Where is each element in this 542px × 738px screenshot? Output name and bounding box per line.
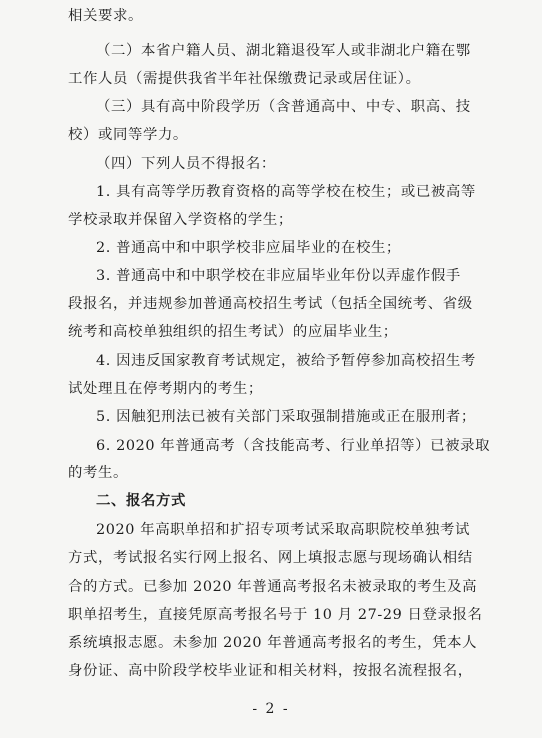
text-line: 6. 2020 年普通高考（含技能高考、行业单招等）已被录取 bbox=[96, 438, 491, 454]
text-line: 方式，考试报名实行网上报名、网上填报志愿与现场确认相结 bbox=[68, 550, 473, 566]
text-line: （二）本省户籍人员、湖北籍退役军人或非湖北户籍在鄂 bbox=[96, 43, 471, 59]
text-line: 2020 年高职单招和扩招专项考试采取高职院校单独考试 bbox=[96, 522, 470, 538]
text-line: 职单招考生，直接凭原高考报名号于 10 月 27-29 日登录报名 bbox=[68, 607, 483, 623]
text-line: （三）具有高中阶段学历（含普通高中、中专、职高、技 bbox=[96, 99, 471, 115]
text-line: 的考生。 bbox=[68, 465, 128, 481]
text-line: 5. 因触犯刑法已被有关部门采取强制措施或正在服刑者； bbox=[96, 409, 476, 425]
section-heading: 二、报名方式 bbox=[96, 493, 186, 509]
text-line: 4. 因违反国家教育考试规定，被给予暂停参加高校招生考 bbox=[96, 353, 476, 369]
page-number: - 2 - bbox=[252, 701, 290, 717]
text-line: （四）下列人员不得报名： bbox=[96, 156, 276, 172]
text-line: 相关要求。 bbox=[68, 8, 143, 24]
text-line: 试处理且在停考期内的考生； bbox=[68, 381, 263, 397]
text-line: 3. 普通高中和中职学校在非应届毕业年份以弄虚作假手 bbox=[96, 268, 461, 284]
text-line: 校）或同等学力。 bbox=[68, 127, 188, 143]
text-line: 工作人员（需提供我省半年社保缴费记录或居住证）。 bbox=[68, 71, 421, 87]
text-line: 合的方式。已参加 2020 年普通高考报名未被录取的考生及高 bbox=[68, 579, 478, 595]
text-line: 统考和高校单独组织的招生考试）的应届毕业生； bbox=[68, 324, 398, 340]
text-line: 学校录取并保留入学资格的学生； bbox=[68, 212, 293, 228]
text-line: 系统填报志愿。未参加 2020 年普通高考报名的考生，凭本人 bbox=[68, 635, 478, 651]
text-line: 1. 具有高等学历教育资格的高等学校在校生；或已被高等 bbox=[96, 184, 476, 200]
text-line: 身份证、高中阶段学校毕业证和相关材料，按报名流程报名， bbox=[68, 663, 473, 679]
text-line: 段报名，并违规参加普通高校招生考试（包括全国统考、省级 bbox=[68, 296, 473, 312]
text-line: 2. 普通高中和中职学校非应届毕业的在校生； bbox=[96, 240, 401, 256]
